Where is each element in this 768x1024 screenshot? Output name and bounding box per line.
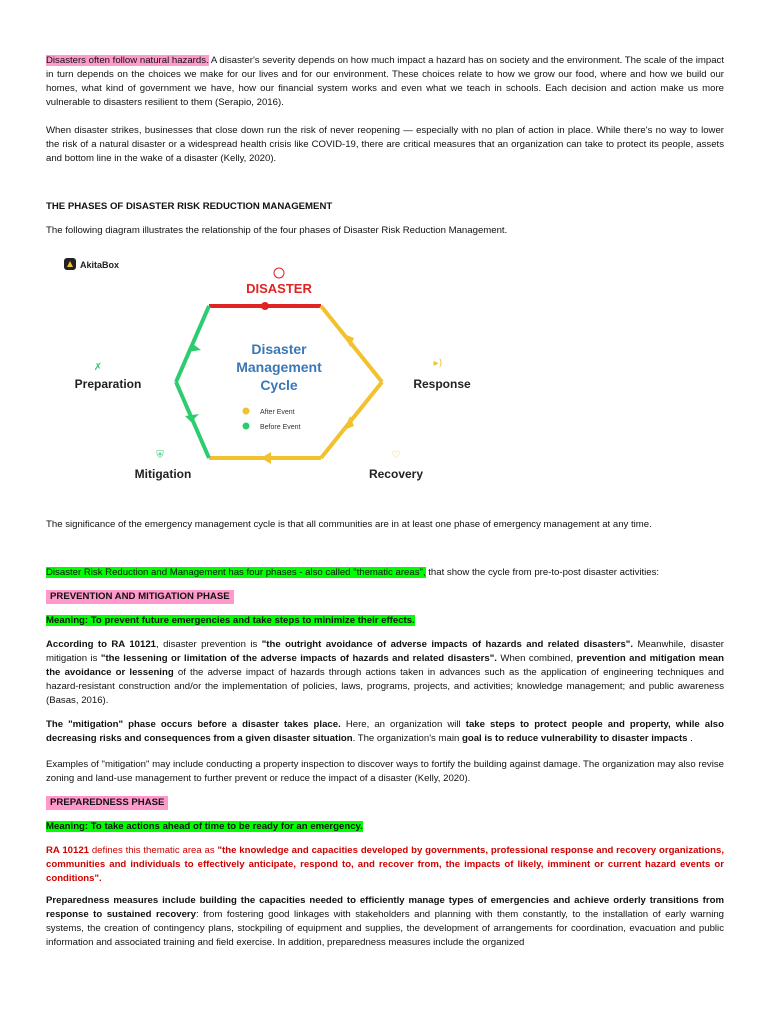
prevention-phase-tag: PREVENTION AND MITIGATION PHASE <box>46 590 234 604</box>
phase-preparation-label: Preparation <box>74 377 142 391</box>
preparedness-meaning-wrap <box>46 820 724 834</box>
prevention-text-2: Meanwhile, disaster mitigation is <box>46 639 724 664</box>
center-title-line-1: Disaster <box>251 341 307 357</box>
mitigation-text-2: . The organization's main <box>352 733 462 744</box>
mitigation-phase-paragraph <box>46 718 724 746</box>
preparedness-quote: "the knowledge and capacities developed by governments, professional response and recovery organizations, communities and individuals to effectively anticipate, respond to, and recover from, the impacts of likely, imminent or current hazard events or conditions". <box>46 845 725 884</box>
preparedness-measures-paragraph <box>46 894 724 950</box>
center-title <box>236 341 322 393</box>
business-paragraph: When disaster strikes, businesses that close down run the risk of never reopening — especially with no plan of action in place. While there's no way to lower the risk of a natural disaster or a widespread health crisis like COVID-19, there are critical measures that an organization can take to protect its people, assets and bottom line in the wake of a disaster (Kelly, 2020). <box>46 125 724 164</box>
phase-disaster-label: DISASTER <box>246 281 312 296</box>
phases-intro-text: that show the cycle from pre-to-post disaster activities: <box>425 567 660 578</box>
preparedness-def-text: defines this thematic area as <box>89 845 218 856</box>
phase-response <box>413 358 471 391</box>
legend <box>243 408 301 432</box>
legend-after-swatch <box>243 408 250 415</box>
preparedness-measures-lead: Preparedness measures include building the capacities needed to efficiently manage types of emergencies and achieve orderly transitions from response to sustained recovery <box>46 895 724 920</box>
section-heading: THE PHASES OF DISASTER RISK REDUCTION MANAGEMENT <box>46 201 333 212</box>
mitigation-lead: The "mitigation" phase occurs before a disaster takes place. <box>46 719 341 730</box>
arrow-bottom <box>261 452 271 464</box>
prevention-text-1: , disaster prevention is <box>156 639 262 650</box>
preparedness-measures-text: : from fostering good linkages with stakeholders and planning with them constantly, to the installation of early warning systems, the creation of contingency plans, stockpiling of equipment and supplies, the development of arrangements for coordination, evacuation and public information and associated training and field exercise. In addition, preparedness measures include the organized <box>46 909 724 948</box>
tools-icon: ✗ <box>93 362 103 373</box>
preparedness-tag-wrap <box>46 796 724 810</box>
edge-preparation <box>176 306 209 382</box>
mitigation-text-3: . <box>687 733 693 744</box>
phase-recovery-label: Recovery <box>368 467 424 481</box>
preparedness-phase-tag: PREPAREDNESS PHASE <box>46 796 168 810</box>
phase-mitigation-label: Mitigation <box>134 467 192 481</box>
preparedness-definition-paragraph <box>46 844 724 886</box>
prevention-meaning-wrap <box>46 614 724 628</box>
intro-text: A disaster's severity depends on how much impact a hazard has on society and the environment. The scale of the impact in turn depends on the choices we make for our lives and for our environment. These choices relate to how we grow our food, where and how we build our homes, what kind of government we have, how our financial system works and even what we teach in schools. Each decision and action make us more vulnerable to disasters resilient to them (Serapio, 2016). <box>46 55 724 108</box>
legend-before-swatch <box>243 423 250 430</box>
prevention-quote-1: "the outright avoidance of adverse impacts of hazards and related disasters". <box>261 639 633 650</box>
diagram-intro: The following diagram illustrates the relationship of the four phases of Disaster Risk Reduction Management. <box>46 225 508 236</box>
prevention-meaning: Meaning: To prevent future emergencies and take steps to minimize their effects. <box>46 615 415 626</box>
significance-paragraph: The significance of the emergency management cycle is that all communities are in at least one phase of emergency management at any time. <box>46 519 652 530</box>
mitigation-steps: take steps to protect people and property, while also decreasing risks and consequences from a given disaster situation <box>46 719 725 744</box>
phase-preparation <box>75 362 142 391</box>
intro-paragraph <box>46 54 724 110</box>
akitabox-logo <box>64 258 119 270</box>
arrow-mitigation <box>185 414 199 422</box>
phase-disaster <box>246 268 312 296</box>
prevention-tag-wrap <box>46 590 724 604</box>
disaster-node <box>261 302 269 310</box>
disaster-management-cycle-diagram <box>46 248 486 488</box>
preparedness-ra-ref: RA 10121 <box>46 845 90 856</box>
phase-mitigation <box>135 450 192 481</box>
preparedness-meaning: Meaning: To take actions ahead of time to be ready for an emergency. <box>46 821 363 832</box>
prevention-quote-2: "the lessening or limitation of the adverse impacts of hazards and related disasters". <box>100 653 497 664</box>
brand-name: AkitaBox <box>80 260 120 270</box>
prevention-ra-ref: According to RA 10121 <box>46 639 156 650</box>
mitigation-text-1: Here, an organization will <box>340 719 466 730</box>
center-title-line-2: Management <box>236 359 322 375</box>
legend-after-label: After Event <box>260 409 295 416</box>
mitigation-goal: goal is to reduce vulnerability to disaster impacts <box>461 733 688 744</box>
mitigation-examples-paragraph: Examples of "mitigation" may include conducting a property inspection to discover ways to fortify the building against damage. The organization may also revise zoning and land-use management to further prevent or reduce the impact of a disaster (Kelly, 2020). <box>46 759 724 784</box>
phase-recovery <box>369 450 423 481</box>
shield-icon: ⛨ <box>156 450 164 461</box>
phases-intro-highlight: Disaster Risk Reduction and Management has four phases - also called "thematic areas", <box>46 567 426 578</box>
prevention-combined: prevention and mitigation mean the avoidance or lessening <box>46 653 724 678</box>
intro-highlight: Disasters often follow natural hazards. <box>46 55 209 66</box>
phases-intro-paragraph <box>46 566 724 580</box>
legend-before-label: Before Event <box>260 424 301 431</box>
heart-hand-icon: ♡ <box>391 450 401 461</box>
prevention-definition-paragraph <box>46 638 724 708</box>
prevention-text-3: When combined, <box>496 653 577 664</box>
megaphone-icon: ▸) <box>433 358 443 369</box>
alert-icon <box>274 268 284 278</box>
edge-response <box>321 306 382 382</box>
phase-response-label: Response <box>413 377 471 391</box>
prevention-text-4: of the adverse impact of hazards through actions taken in advances such as the application of engineering techniques and hazard-resistant construction and/or the implementation of policies, laws, programs, projects, and activities; knowledge management; and public awareness (Basas, 2016). <box>46 667 724 706</box>
center-title-line-3: Cycle <box>260 377 298 393</box>
